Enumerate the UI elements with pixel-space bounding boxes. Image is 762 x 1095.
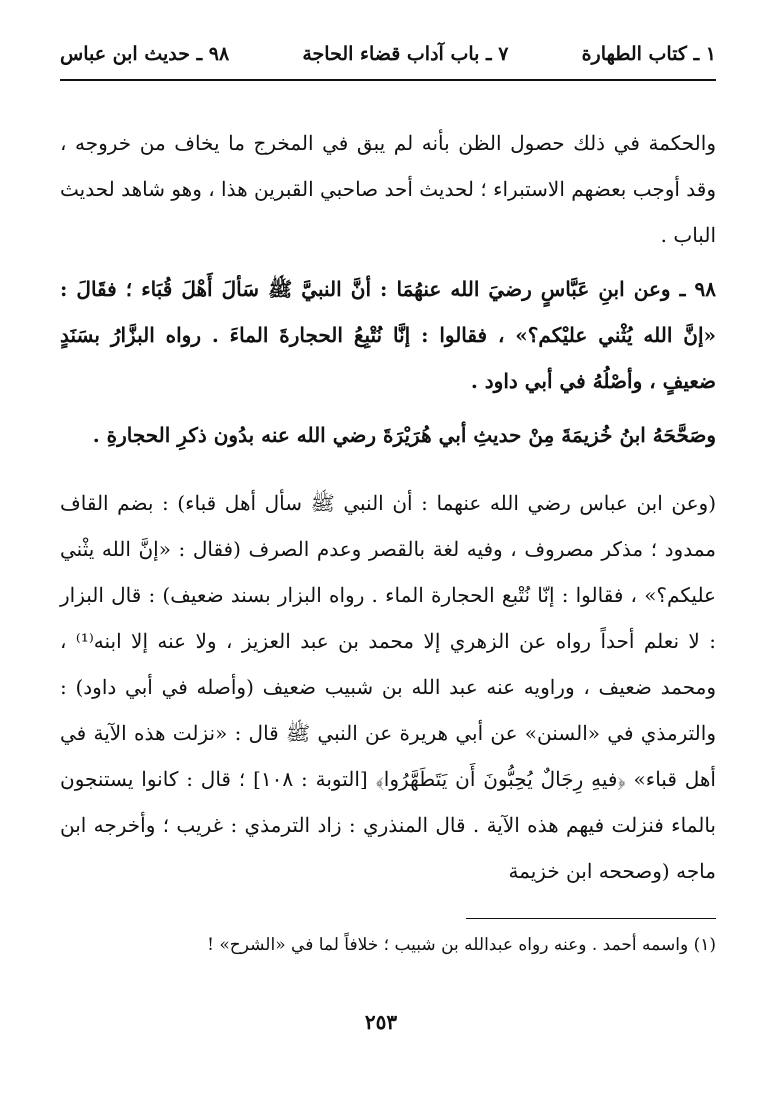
header-book-title: ١ ـ كتاب الطهارة: [581, 43, 716, 65]
paragraph-hadith-note: وصَحَّحَهُ ابنُ خُزيمَةَ مِنْ حديثِ أبي هُرَيْرَةَ رضي الله عنه بدُون ذكرِ الحجارةِ .: [92, 423, 716, 447]
footnote: (١) واسمه أحمد . وعنه رواه عبدالله بن شبيب ؛ خلافاً لما في «الشرح» !: [207, 935, 716, 955]
header-divider: [60, 79, 716, 81]
footnote-divider: [466, 918, 716, 919]
paragraph-commentary: (وعن ابن عباس رضي الله عنهما : أن النبي ﷺ سأل أهل قباء) : بضم القاف ممدود ؛ مذكر مصروف ، وفيه لغة بالقصر وعدم الصرف (فقال : «إنَّ الله يثْني عليكم؟» ، فقالوا : إنّا نُتْبع الحجارة الماء . رواه البزار بسند ضعيف) : قال البزار : لا نعلم أحداً رواه عن الزهري إلا محمد بن عبد العزيز ، ولا عنه إلا ابنه⁽¹⁾ ، ومحمد ضعيف ، وراويه عنه عبد الله بن شبيب ضعيف (وأصله في أبي داود) : والترمذي في «السنن» عن أبي هريرة عن النبي ﷺ قال : «نزلت هذه الآية في أهل قباء» ﴿فيهِ رِجَالٌ يُحِبُّونَ أَن يَتَطَهَّرُوا﴾ [التوبة : ١٠٨] ؛ قال : كانوا يستنجون بالماء فنزلت فيهم هذه الآية . قال المنذري : زاد الترمذي : غريب ؛ وأخرجه ابن ماجه (وصححه ابن خزيمة: [60, 491, 717, 883]
page-number: ٢٥٣: [364, 1010, 398, 1034]
main-text: [60, 120, 716, 894]
header-chapter-title: ٧ ـ باب آداب قضاء الحاجة: [302, 43, 509, 65]
header-hadith-title: ٩٨ ـ حديث ابن عباس: [60, 43, 230, 65]
paragraph-hadith: ٩٨ ـ وعن ابنِ عَبَّاسٍ رضيَ الله عنهُمَا : أنَّ النبيَّ ﷺ سَألَ أَهْلَ قُبَاء ؛ فقَالَ : «إنَّ الله يُثْني عليْكم؟» ، فقالوا : إنَّا نُتْبِعُ الحجارةَ الماءَ . رواه البزَّارُ بسَنَدٍ ضعيفٍ ، وأصْلُهُ في أبي داود .: [60, 277, 716, 393]
paragraph-intro: والحكمة في ذلك حصول الظن بأنه لم يبق في المخرج ما يخاف من خروجه ، وقد أوجب بعضهم الاستبراء ؛ لحديث أحد صاحبي القبرين هذا ، وهو شاهد لحديث الباب .: [60, 131, 716, 247]
running-header: [60, 34, 716, 74]
